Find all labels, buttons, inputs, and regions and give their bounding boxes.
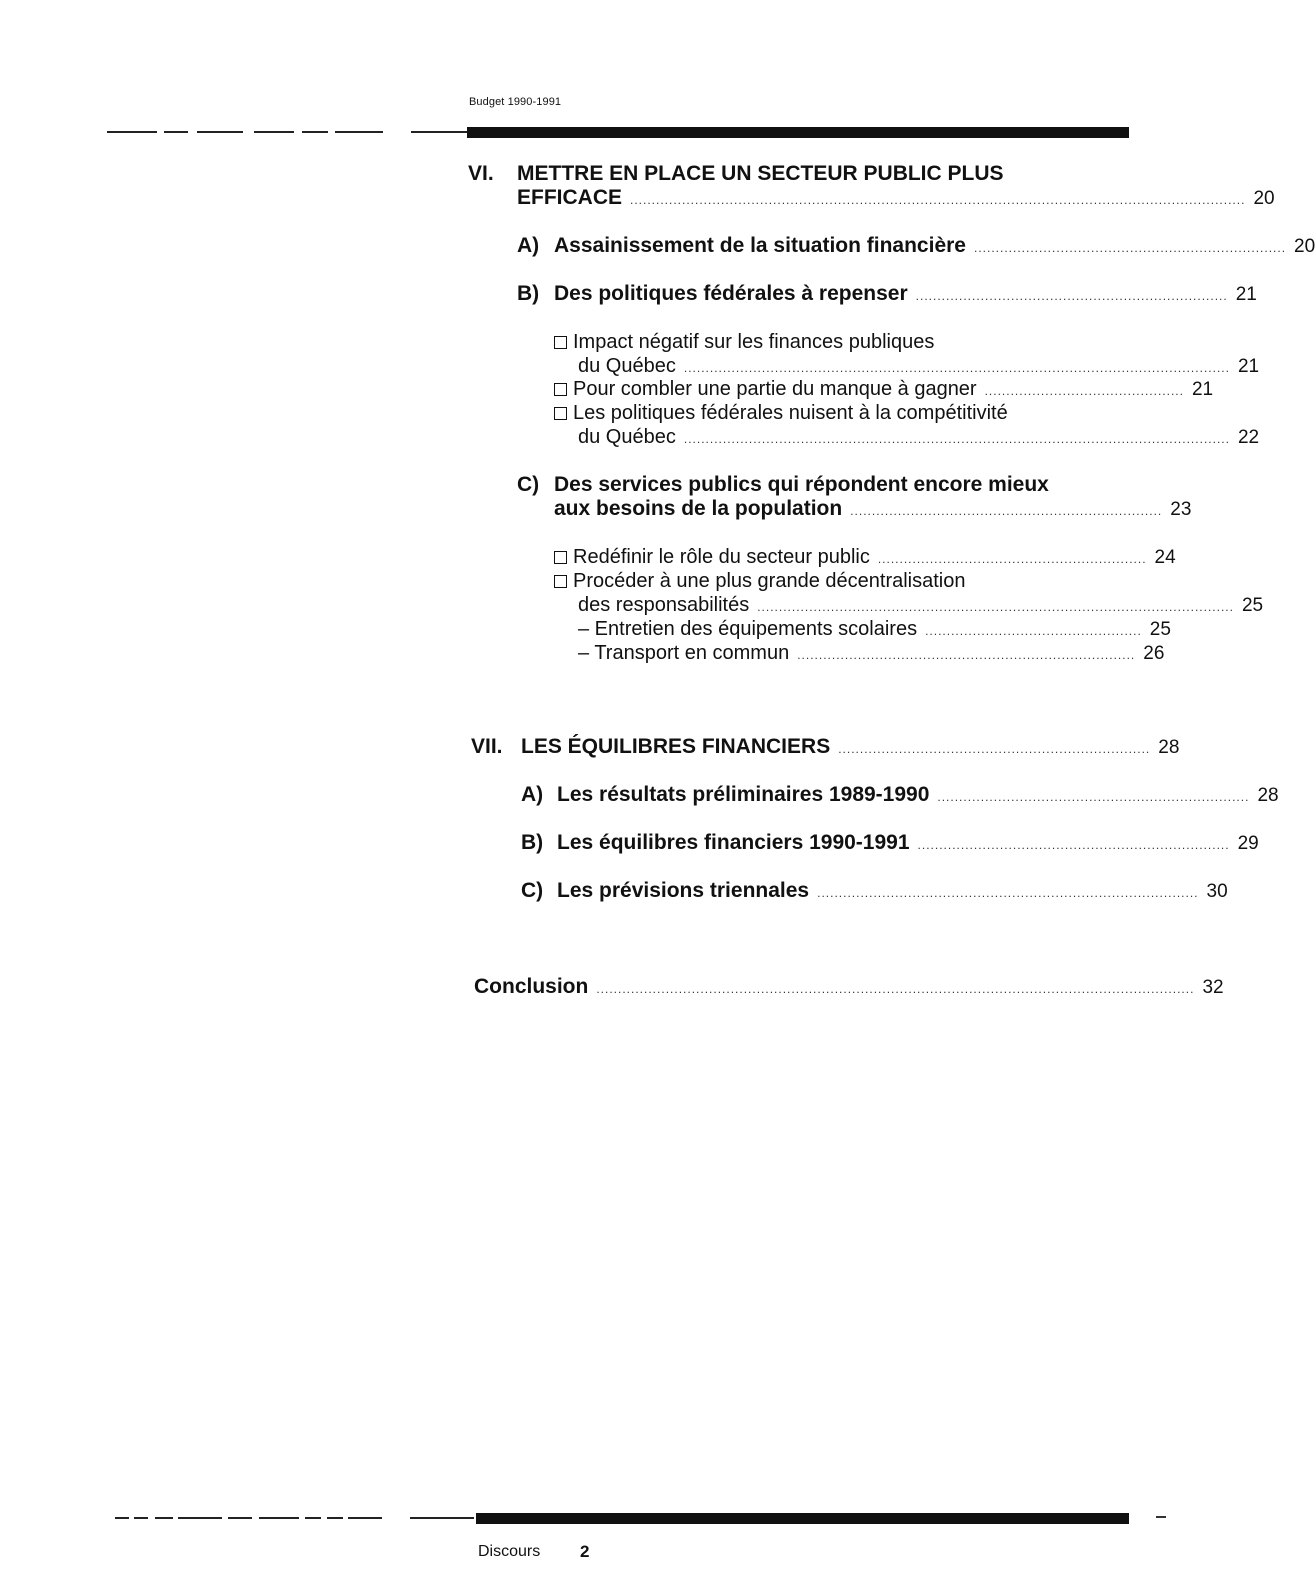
toc-vi-b-item3-line2: du Québec .............................................................................................................................. 22	[578, 425, 1132, 449]
dot-leader: ........................................................................	[937, 790, 1250, 804]
checkbox-square-icon	[554, 336, 567, 349]
dot-leader: ..............................................................................	[797, 648, 1136, 662]
toc-vii-label: VII.	[471, 735, 503, 758]
dot-leader: ..............................................................	[877, 552, 1147, 566]
dot-leader: ........................................................................	[973, 241, 1287, 255]
toc-vi-b-item2: Pour combler une partie du manque à gagner .............................................. 21	[554, 377, 1132, 401]
toc-vi-b-item3-line1: Les politiques fédérales nuisent à la compétitivité	[554, 401, 1008, 425]
toc-vi-c-item2-line1: Procéder à une plus grande décentralisation	[554, 569, 965, 593]
page-number: 20	[1253, 188, 1275, 209]
toc-vi-label: VI.	[468, 162, 494, 185]
toc-vi-c-item2-line2: des responsabilités .............................................................................................................. 25	[578, 593, 1132, 617]
top-dashed-rule	[0, 131, 470, 133]
dot-leader: ..............................................	[984, 384, 1184, 398]
dot-leader: ........................................................................	[915, 289, 1228, 303]
toc-conclusion: Conclusion .......................................................................................................................................... 32	[474, 975, 1132, 999]
toc-vii-b: B) Les équilibres financiers 1990-1991 ........................................................................ 29	[521, 831, 1132, 855]
running-header: Budget 1990-1991	[469, 96, 562, 108]
page-number: 28	[1257, 785, 1279, 806]
page-number: 21	[1237, 356, 1260, 377]
dot-leader: ..........................................................................................................................................	[596, 982, 1195, 996]
page-number: 25	[1149, 619, 1171, 640]
dot-leader: ........................................................................	[917, 838, 1230, 852]
toc-vi-c-subitem1: – Entretien des équipements scolaires .................................................. 25	[578, 617, 1132, 641]
dot-leader: ........................................................................	[838, 742, 1151, 756]
top-heavy-rule	[467, 127, 1129, 138]
toc-vi-title-line1: VI. METTRE EN PLACE UN SECTEUR PUBLIC PLUS	[468, 162, 1004, 185]
toc-vi-c-line2: aux besoins de la population ........................................................................ 23	[554, 497, 1132, 521]
page-number: 23	[1170, 499, 1192, 520]
dot-leader: ..................................................	[925, 624, 1142, 638]
bottom-dashed-rule	[0, 1517, 480, 1519]
toc-vi-c-item1: Redéfinir le rôle du secteur public .............................................................. 24	[554, 545, 1132, 569]
toc-vii-a: A) Les résultats préliminaires 1989-1990 ........................................................................ 28	[521, 783, 1132, 807]
page-number: 28	[1158, 737, 1180, 758]
page-number: 30	[1206, 881, 1228, 902]
page-number: 20	[1294, 236, 1315, 257]
dot-leader: ..............................................................................................................................................	[630, 193, 1246, 207]
checkbox-square-icon	[554, 383, 567, 396]
dot-leader: ..............................................................................................................................	[683, 361, 1230, 375]
toc-vii: VII. LES ÉQUILIBRES FINANCIERS ........................................................................ 28	[471, 735, 1132, 759]
checkbox-square-icon	[554, 575, 567, 588]
page-number: 29	[1237, 833, 1259, 854]
page-number: 26	[1143, 643, 1165, 664]
page-number: 25	[1241, 595, 1264, 616]
toc-vi-c-line1: C) Des services publics qui répondent encore mieux	[517, 473, 1049, 496]
checkbox-square-icon	[554, 551, 567, 564]
footer-section-label: Discours	[478, 1543, 541, 1560]
toc-vi-a: A) Assainissement de la situation financière ........................................................................ 20	[517, 234, 1132, 258]
toc-vi-b: B) Des politiques fédérales à repenser ........................................................................ 21	[517, 282, 1132, 306]
toc-vi-title-line2: EFFICACE .............................................................................................................................................. 20	[517, 186, 1132, 210]
toc-vi-b-item1-line2: du Québec .............................................................................................................................. 21	[578, 354, 1132, 378]
dot-leader: ........................................................................	[850, 504, 1163, 518]
page-number: 21	[1235, 284, 1257, 305]
bottom-heavy-rule	[476, 1513, 1129, 1524]
toc-vii-c: C) Les prévisions triennales ........................................................................................ 30	[521, 879, 1132, 903]
dot-leader: ..............................................................................................................................	[683, 432, 1230, 446]
dot-leader: ........................................................................................	[817, 886, 1199, 900]
footer-page-number: 2	[580, 1542, 590, 1561]
dot-leader: ..............................................................................................................	[757, 600, 1234, 614]
page-number: 22	[1237, 427, 1260, 448]
bottom-rule-tick	[1156, 1516, 1166, 1518]
page-number: 21	[1191, 379, 1214, 400]
checkbox-square-icon	[554, 407, 567, 420]
toc-vi-c-subitem2: – Transport en commun .............................................................................. 26	[578, 641, 1132, 665]
page-number: 24	[1154, 547, 1176, 568]
toc-vi-b-item1-line1: Impact négatif sur les finances publiques	[554, 330, 934, 354]
page-number: 32	[1202, 977, 1224, 998]
